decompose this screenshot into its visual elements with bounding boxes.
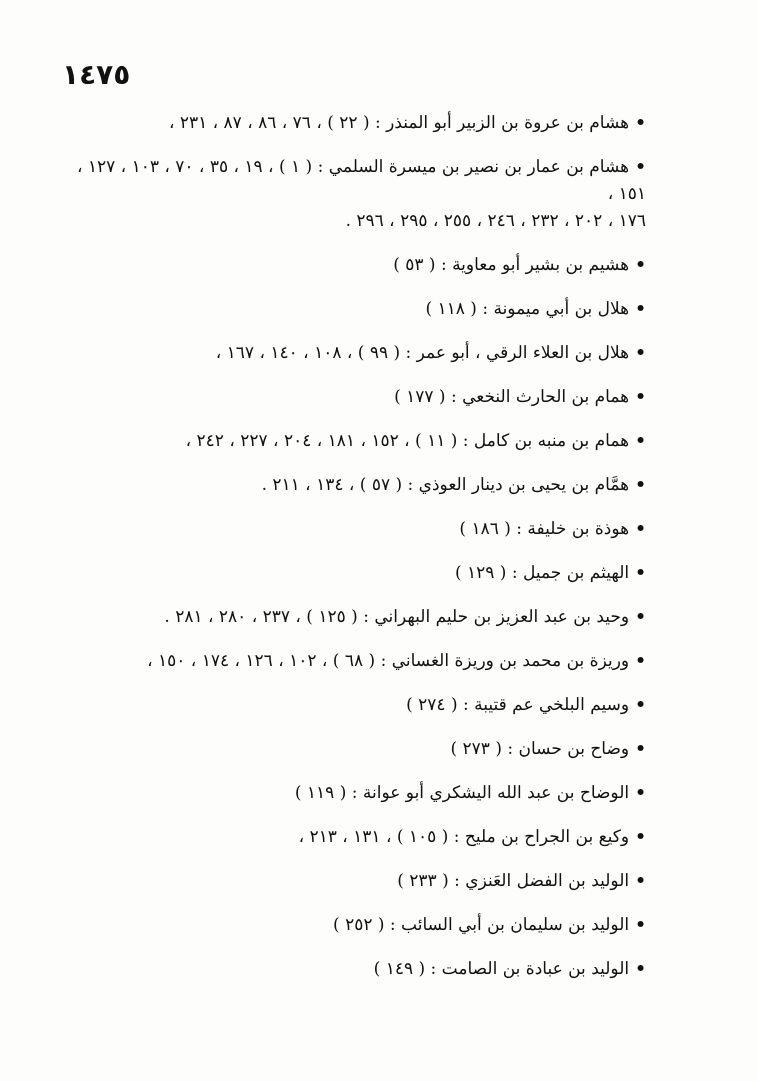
index-entry [60,296,646,323]
entry-line [60,604,646,631]
entry-text: وريزة بن محمد بن وريزة الغساني : ( ٦٨ ) ، ١٠٢ ، ١٢٦ ، ١٧٤ ، ١٥٠ ، [147,651,630,671]
entry-line [60,296,646,323]
entry-line [60,912,646,939]
bullet-icon: • [635,651,646,671]
entry-text: الوضاح بن عبد الله اليشكري أبو عوانة : ( ١١٩ ) [294,783,630,803]
entry-line [60,780,646,807]
entry-line [60,736,646,763]
entry-text: الوليد بن عبادة بن الصامت : ( ١٤٩ ) [373,959,630,979]
entry-text: الهيثم بن جميل : ( ١٢٩ ) [454,563,630,583]
index-entry [60,868,646,895]
entry-text: هشام بن عروة بن الزبير أبو المنذر : ( ٢٢ ) ، ٧٦ ، ٨٦ ، ٨٧ ، ٢٣١ ، [168,113,630,133]
index-entry [60,428,646,455]
entry-line [60,560,646,587]
index-entry [60,110,646,137]
entry-text: الوليد بن الفضل العَنزي : ( ٢٣٣ ) [397,871,630,891]
bullet-icon: • [635,959,646,979]
bullet-icon: • [635,255,646,275]
index-entries [60,110,646,1000]
index-entry [60,736,646,763]
index-entry [60,516,646,543]
entry-line [60,868,646,895]
entry-line [60,340,646,367]
entry-line [60,516,646,543]
index-entry [60,780,646,807]
bullet-icon: • [635,739,646,759]
bullet-icon: • [635,915,646,935]
page-number: ١٤٧٥ [62,58,131,91]
index-entry [60,604,646,631]
entry-line [60,154,646,208]
bullet-icon: • [635,343,646,363]
entry-line [60,956,646,983]
bullet-icon: • [635,157,646,177]
bullet-icon: • [635,431,646,451]
entry-line [60,472,646,499]
bullet-icon: • [635,563,646,583]
entry-text: همام بن الحارث النخعي : ( ١٧٧ ) [394,387,630,407]
entry-text: هلال بن العلاء الرقي ، أبو عمر : ( ٩٩ ) ، ١٠٨ ، ١٤٠ ، ١٦٧ ، [215,343,630,363]
entry-text: همام بن منبه بن كامل : ( ١١ ) ، ١٥٢ ، ١٨١ ، ٢٠٤ ، ٢٢٧ ، ٢٤٢ ، [185,431,630,451]
entry-text: هوذة بن خليفة : ( ١٨٦ ) [459,519,630,539]
entry-line [60,648,646,675]
entry-text: الوليد بن سليمان بن أبي السائب : ( ٢٥٢ ) [333,915,630,935]
index-entry [60,692,646,719]
bullet-icon: • [635,827,646,847]
bullet-icon: • [635,695,646,715]
entry-line [60,692,646,719]
bullet-icon: • [635,387,646,407]
index-entry [60,252,646,279]
entry-line [60,208,646,235]
index-entry [60,912,646,939]
entry-line [60,110,646,137]
entry-text: وضاح بن حسان : ( ٢٧٣ ) [450,739,630,759]
entry-line [60,824,646,851]
entry-line [60,428,646,455]
bullet-icon: • [635,783,646,803]
bullet-icon: • [635,519,646,539]
bullet-icon: • [635,113,646,133]
index-entry [60,560,646,587]
index-entry [60,824,646,851]
bullet-icon: • [635,475,646,495]
index-entry [60,956,646,983]
index-entry [60,648,646,675]
bullet-icon: • [635,871,646,891]
index-entry [60,384,646,411]
entry-text: هشيم بن بشير أبو معاوية : ( ٥٣ ) [393,255,630,275]
entry-line [60,252,646,279]
entry-text: همَّام بن يحيى بن دينار العوذي : ( ٥٧ ) ، ١٣٤ ، ٢١١ . [261,475,630,495]
index-entry [60,472,646,499]
entry-text: هلال بن أبي ميمونة : ( ١١٨ ) [425,299,630,319]
entry-text: هشام بن عمار بن نصير بن ميسرة السلمي : ( ١ ) ، ١٩ ، ٣٥ ، ٧٠ ، ١٠٣ ، ١٢٧ ، ١٥١ ، [76,157,646,204]
entry-text: وحيد بن عبد العزيز بن حليم البهراني : ( ١٢٥ ) ، ٢٣٧ ، ٢٨٠ ، ٢٨١ . [164,607,630,627]
bullet-icon: • [635,299,646,319]
entry-text: وكيع بن الجراح بن مليح : ( ١٠٥ ) ، ١٣١ ، ٢١٣ ، [298,827,630,847]
index-entry [60,154,646,235]
entry-line [60,384,646,411]
entry-text: ١٧٦ ، ٢٠٢ ، ٢٣٢ ، ٢٤٦ ، ٢٥٥ ، ٢٩٥ ، ٢٩٦ . [345,211,646,231]
index-entry [60,340,646,367]
bullet-icon: • [635,607,646,627]
entry-text: وسيم البلخي عم قتيبة : ( ٢٧٤ ) [406,695,630,715]
